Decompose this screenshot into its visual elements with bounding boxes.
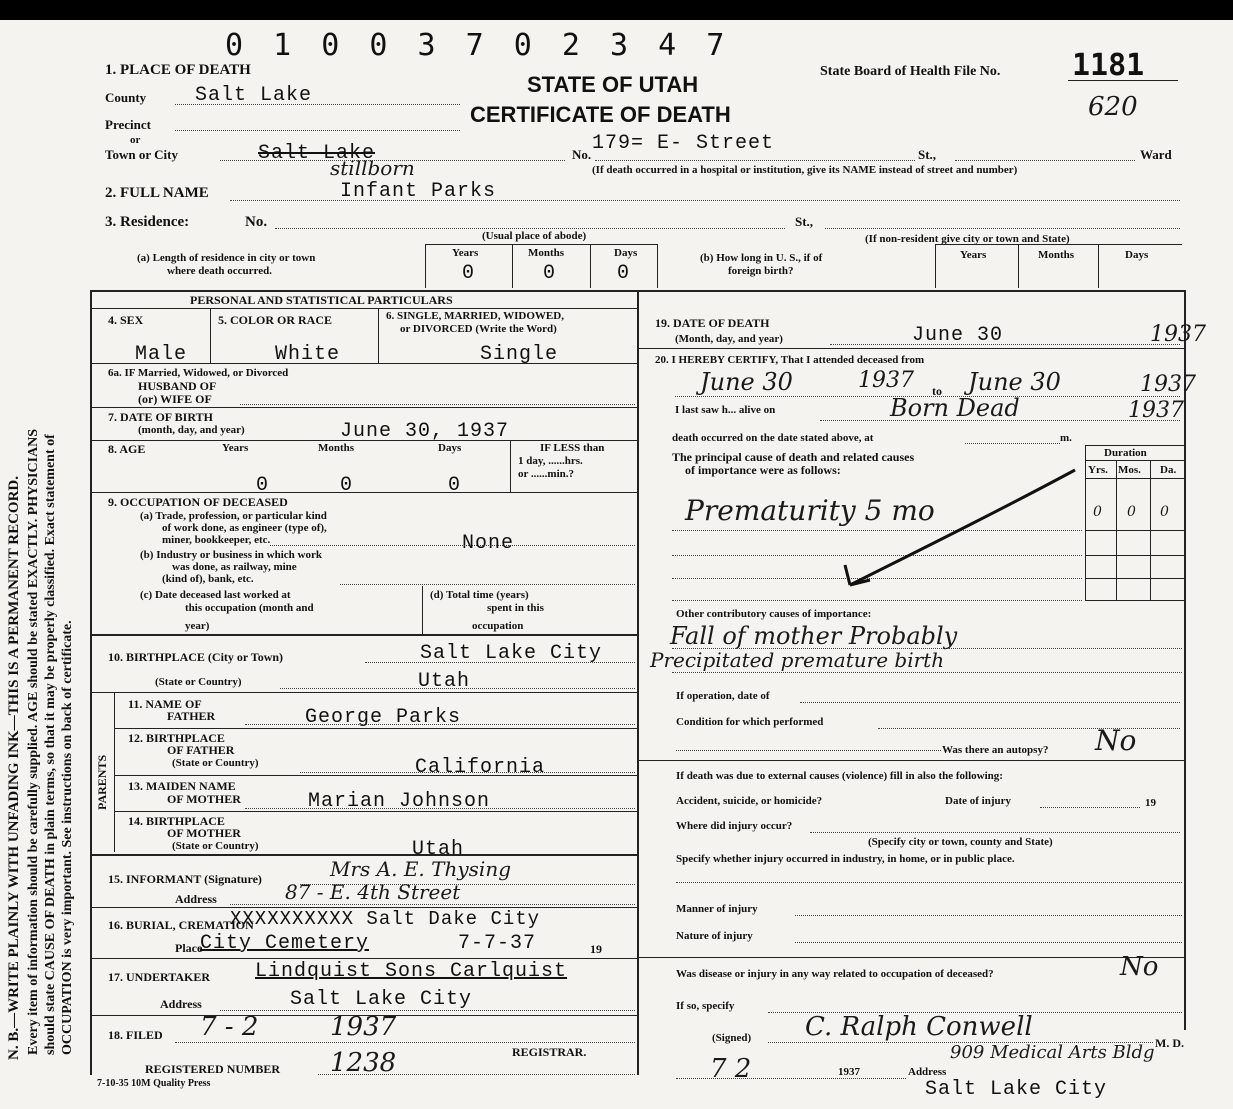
physician-address: 909 Medical Arts Bldg	[950, 1042, 1155, 1063]
informant-address: 87 - E. 4th Street	[285, 880, 461, 904]
personal-section-header: PERSONAL AND STATISTICAL PARTICULARS	[190, 293, 453, 307]
date-of-death: June 30	[912, 324, 1004, 347]
stillborn-note: stillborn	[330, 156, 415, 180]
sex-value: Male	[135, 343, 188, 366]
signed-year: 1937	[838, 1066, 860, 1078]
birthplace-state: Utah	[418, 670, 471, 693]
side-instruction-2: Every item of information should be carefully supplied. AGE should be stated EXACTLY. PHYSICIANS	[26, 428, 41, 1055]
street-address: 179= E- Street	[592, 132, 775, 155]
certificate-title: CERTIFICATE OF DEATH	[470, 102, 731, 127]
registrar-label: REGISTRAR.	[512, 1045, 587, 1059]
duration-years: 0	[1093, 504, 1102, 520]
birthplace-city: Salt Lake City	[420, 642, 603, 665]
scan-top-edge	[0, 0, 1233, 20]
precinct-label: Precinct	[105, 117, 151, 132]
principal-cause: Prematurity 5 mo	[685, 494, 935, 527]
residence-months: 0	[543, 262, 557, 285]
informant-signature: Mrs A. E. Thysing	[330, 857, 511, 881]
county-value: Salt Lake	[195, 84, 313, 107]
mother-name: Marian Johnson	[308, 790, 491, 813]
full-name-label: 2. FULL NAME	[105, 185, 209, 201]
attended-from: June 30	[700, 368, 793, 396]
side-instruction-1: N. B.—WRITE PLAINLY WITH UNFADING INK—THIS IS A PERMANENT RECORD.	[6, 476, 22, 1060]
undertaker-value: Lindquist Sons Carlquist	[255, 960, 568, 983]
certificate-serial: 0 1 0 0 3 7 0 2 3 4 7	[225, 28, 731, 63]
signed-date: 7 2	[710, 1054, 752, 1084]
duration-months: 0	[1127, 504, 1136, 520]
date-of-death-year: 1937	[1150, 322, 1206, 347]
occupation-related-answer: No	[1120, 952, 1159, 982]
full-name-value: Infant Parks	[340, 180, 497, 203]
undertaker-address: Salt Lake City	[290, 988, 473, 1011]
residence-label: 3. Residence:	[105, 214, 190, 230]
occupation-value: None	[462, 532, 515, 555]
physician-signature: C. Ralph Conwell	[805, 1012, 1033, 1042]
age-days: 0	[448, 474, 462, 497]
place-of-death-label: 1. PLACE OF DEATH	[105, 62, 251, 78]
mother-birthplace: Utah	[412, 838, 465, 861]
burial-place: City Cemetery	[200, 932, 370, 955]
state-heading: STATE OF UTAH	[527, 72, 699, 97]
physician-city: Salt Lake City	[925, 1078, 1108, 1101]
contributory-cause-1: Fall of mother Probably	[670, 622, 958, 650]
filed-date: 7 - 2	[200, 1012, 259, 1042]
father-birthplace: California	[415, 756, 546, 779]
burial-date: 7-7-37	[458, 932, 537, 955]
file-number: 1181	[1072, 48, 1145, 83]
parents-side-label: PARENTS	[95, 754, 109, 810]
burial-value: XXXXXXXXXX Salt Dake City	[230, 908, 541, 930]
file-no-label: State Board of Health File No.	[820, 64, 1001, 79]
side-instruction-4: OCCUPATION is very important. See instructions on back of certificate.	[60, 620, 75, 1055]
last-saw-alive: Born Dead	[890, 394, 1020, 422]
autopsy-answer: No	[1095, 724, 1137, 757]
hospital-note: (If death occurred in a hospital or institution, give its NAME instead of street and number)	[592, 164, 1018, 176]
registered-number: 1238	[330, 1048, 397, 1078]
age-months: 0	[340, 474, 354, 497]
town-label: Town or City	[105, 147, 178, 162]
contributory-cause-2: Precipitated premature birth	[650, 648, 945, 672]
county-label: County	[105, 90, 147, 105]
father-name: George Parks	[305, 706, 462, 729]
footer-print-code: 7-10-35 10M Quality Press	[97, 1078, 211, 1089]
attended-to: June 30	[968, 368, 1061, 396]
local-registered-number: 620	[1088, 92, 1138, 122]
residence-years: 0	[462, 262, 476, 285]
filed-year: 1937	[330, 1012, 397, 1042]
race-value: White	[275, 343, 341, 366]
marital-status-value: Single	[480, 343, 559, 366]
side-instruction-3: should state CAUSE OF DEATH in plain terms, so that it may be properly classified. Exact statement of	[43, 434, 58, 1055]
cause-check-stroke	[830, 455, 1090, 605]
town-value: Salt Lake	[258, 142, 376, 165]
age-years: 0	[256, 474, 270, 497]
date-of-birth-value: June 30, 1937	[340, 420, 510, 443]
residence-days: 0	[617, 262, 631, 285]
duration-days: 0	[1160, 504, 1169, 520]
